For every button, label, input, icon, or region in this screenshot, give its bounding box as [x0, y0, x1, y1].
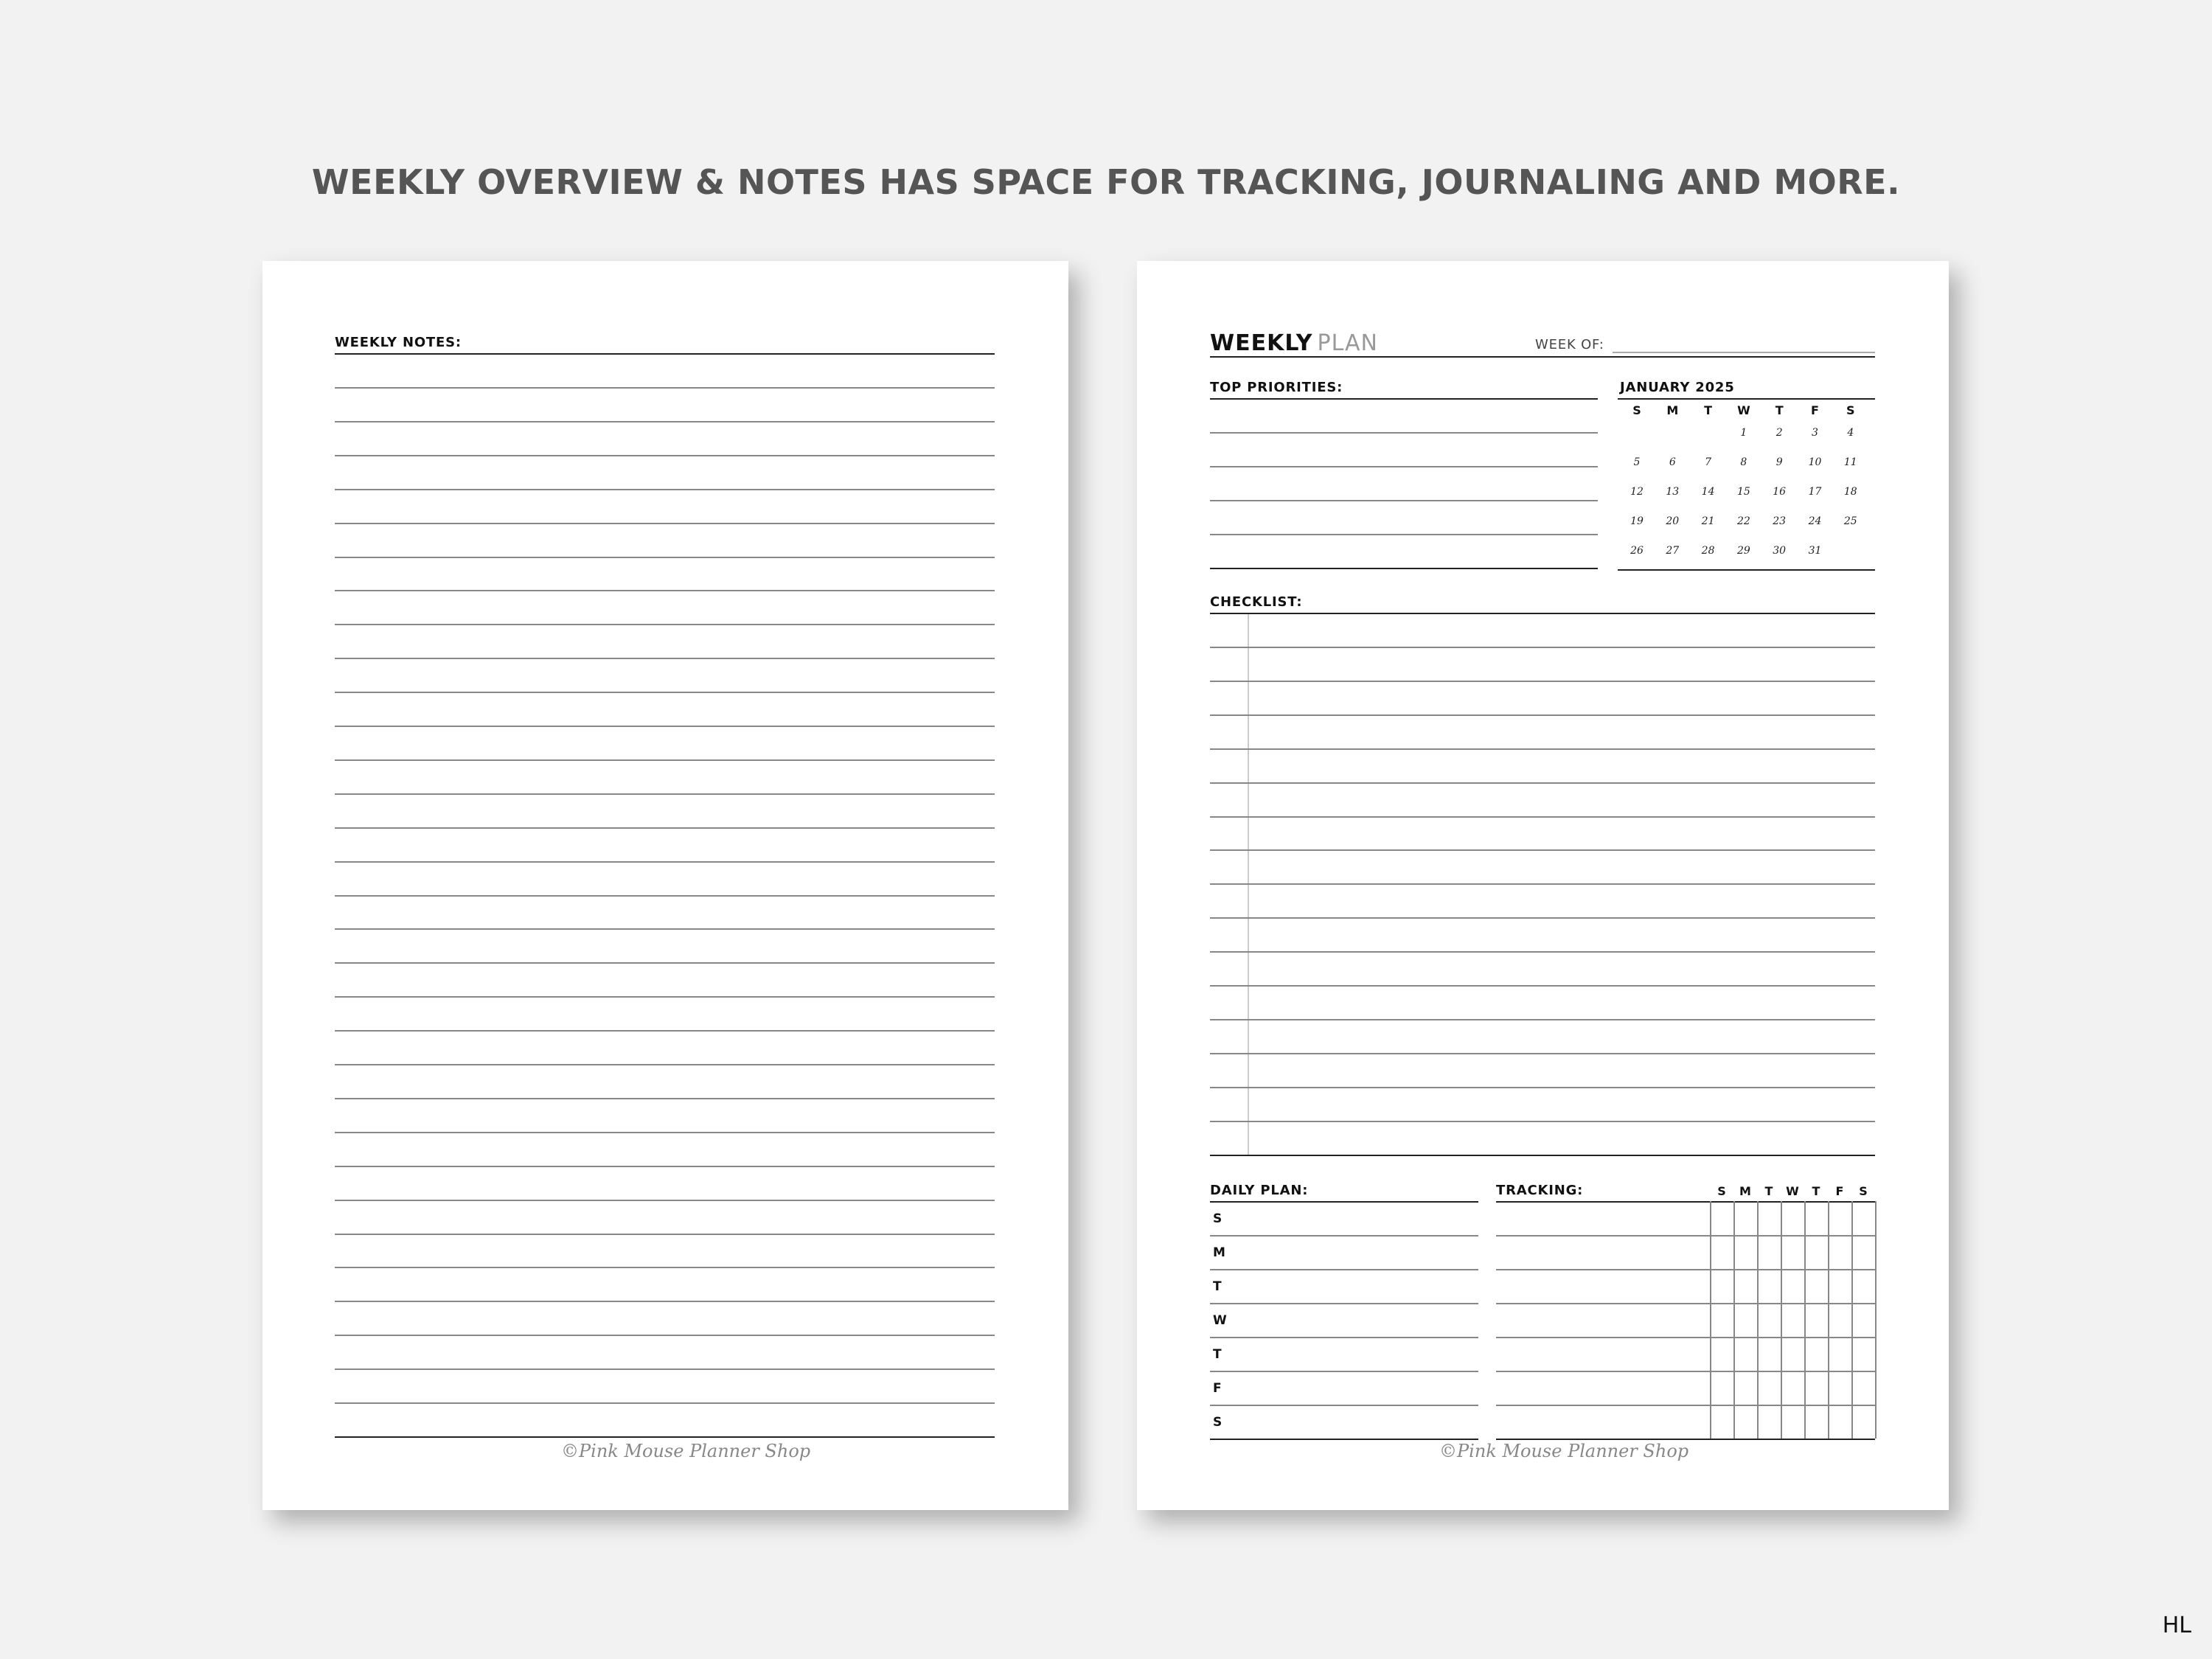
- tracking-grid-column: [1875, 1201, 1877, 1439]
- notes-line[interactable]: [335, 793, 995, 795]
- daily-plan-day-label: T: [1213, 1279, 1222, 1294]
- calendar-weekday-header: M: [1666, 403, 1679, 417]
- notes-line[interactable]: [335, 1368, 995, 1370]
- notes-line[interactable]: [335, 421, 995, 422]
- daily-plan-line[interactable]: [1210, 1235, 1478, 1237]
- weekly-notes-page: [262, 261, 1068, 1510]
- calendar-day[interactable]: 2: [1775, 427, 1783, 439]
- notes-line[interactable]: [335, 1267, 995, 1268]
- notes-line[interactable]: [335, 726, 995, 727]
- calendar-day[interactable]: 16: [1773, 486, 1787, 498]
- notes-line[interactable]: [335, 590, 995, 591]
- daily-plan-line[interactable]: [1210, 1371, 1478, 1372]
- calendar-day[interactable]: 9: [1775, 456, 1783, 468]
- calendar-day[interactable]: 17: [1808, 486, 1822, 498]
- tracking-cell[interactable]: [1759, 1270, 1779, 1301]
- calendar-day[interactable]: 10: [1808, 456, 1822, 468]
- checklist-label: CHECKLIST:: [1210, 594, 1303, 610]
- tracking-cell[interactable]: [1829, 1270, 1850, 1301]
- notes-line[interactable]: [335, 928, 995, 930]
- notes-line[interactable]: [335, 962, 995, 964]
- notes-line[interactable]: [335, 861, 995, 863]
- notes-line[interactable]: [335, 692, 995, 693]
- notes-line[interactable]: [335, 1064, 995, 1065]
- checklist-line[interactable]: [1210, 1053, 1875, 1054]
- notes-line[interactable]: [335, 1132, 995, 1133]
- calendar-weekday-header: F: [1811, 403, 1819, 417]
- tracking-cell[interactable]: [1759, 1203, 1779, 1234]
- tracking-cell[interactable]: [1782, 1372, 1803, 1403]
- shop-signature: ©Pink Mouse Planner Shop: [561, 1441, 811, 1461]
- calendar-day[interactable]: 18: [1843, 486, 1857, 498]
- tracking-cell[interactable]: [1853, 1237, 1874, 1267]
- shop-signature: ©Pink Mouse Planner Shop: [1439, 1441, 1689, 1461]
- tracking-cell[interactable]: [1853, 1304, 1874, 1335]
- tracking-day-header: S: [1717, 1184, 1726, 1198]
- notes-line[interactable]: [335, 1030, 995, 1032]
- notes-line[interactable]: [335, 1436, 995, 1438]
- notes-line[interactable]: [335, 387, 995, 389]
- tracking-day-header: T: [1812, 1184, 1820, 1198]
- week-of-line[interactable]: [1613, 352, 1875, 353]
- top-priorities-label: TOP PRIORITIES:: [1210, 380, 1343, 395]
- calendar-rule: [1618, 398, 1875, 400]
- daily-plan-day-label: W: [1213, 1313, 1227, 1328]
- calendar-day[interactable]: 4: [1847, 427, 1854, 439]
- calendar-day[interactable]: 6: [1669, 456, 1676, 468]
- tracking-cell[interactable]: [1711, 1270, 1732, 1301]
- calendar-day[interactable]: 5: [1633, 456, 1641, 468]
- tracking-cell[interactable]: [1829, 1338, 1850, 1369]
- title-weekly: WEEKLY: [1210, 330, 1313, 356]
- checklist-header-rule: [1210, 613, 1875, 614]
- priority-line[interactable]: [1210, 432, 1598, 434]
- notes-line[interactable]: [335, 1301, 995, 1302]
- tracking-cell[interactable]: [1759, 1304, 1779, 1335]
- notes-line[interactable]: [335, 895, 995, 897]
- weekly-notes-label: WEEKLY NOTES:: [335, 335, 462, 350]
- tracking-day-header: W: [1786, 1184, 1799, 1198]
- tracking-cell[interactable]: [1782, 1203, 1803, 1234]
- daily-plan-line[interactable]: [1210, 1269, 1478, 1270]
- corner-tag: HL: [2162, 1613, 2191, 1638]
- top-priorities-rule: [1210, 398, 1598, 400]
- calendar-day[interactable]: 28: [1701, 545, 1715, 557]
- daily-plan-day-label: S: [1213, 1211, 1222, 1226]
- checklist-line[interactable]: [1210, 748, 1875, 750]
- notes-line[interactable]: [335, 759, 995, 761]
- checklist-line[interactable]: [1210, 1155, 1875, 1156]
- calendar-day[interactable]: 1: [1740, 427, 1747, 439]
- tracking-cell[interactable]: [1829, 1372, 1850, 1403]
- calendar-day[interactable]: 20: [1666, 515, 1680, 527]
- checklist-line[interactable]: [1210, 714, 1875, 716]
- headline: WEEKLY OVERVIEW & NOTES HAS SPACE FOR TRACKING, JOURNALING AND MORE.: [311, 162, 1901, 202]
- calendar-day[interactable]: 14: [1701, 486, 1715, 498]
- calendar-day[interactable]: 30: [1773, 545, 1787, 557]
- checklist-line[interactable]: [1210, 681, 1875, 682]
- calendar-weekday-header: W: [1737, 403, 1750, 417]
- tracking-cell[interactable]: [1711, 1338, 1732, 1369]
- calendar-day[interactable]: 31: [1808, 545, 1822, 557]
- calendar-day[interactable]: 24: [1808, 515, 1822, 527]
- tracking-cell[interactable]: [1806, 1203, 1826, 1234]
- tracking-cell[interactable]: [1711, 1372, 1732, 1403]
- daily-plan-line[interactable]: [1210, 1405, 1478, 1406]
- tracking-cell[interactable]: [1735, 1237, 1756, 1267]
- tracking-cell[interactable]: [1853, 1372, 1874, 1403]
- title-plan: PLAN: [1317, 330, 1378, 356]
- notes-line[interactable]: [335, 1335, 995, 1336]
- calendar-day[interactable]: 23: [1773, 515, 1787, 527]
- tracking-line[interactable]: [1496, 1439, 1875, 1440]
- notes-line[interactable]: [335, 1234, 995, 1235]
- checklist-line[interactable]: [1210, 1087, 1875, 1088]
- daily-plan-line[interactable]: [1210, 1303, 1478, 1304]
- notes-line[interactable]: [335, 827, 995, 829]
- tracking-cell[interactable]: [1735, 1406, 1756, 1437]
- priority-line[interactable]: [1210, 500, 1598, 501]
- notes-line[interactable]: [335, 658, 995, 659]
- tracking-cell[interactable]: [1806, 1338, 1826, 1369]
- tracking-day-header: M: [1739, 1184, 1751, 1198]
- page-title: [1210, 330, 1378, 356]
- tracking-day-header: T: [1764, 1184, 1773, 1198]
- checklist-line[interactable]: [1210, 1121, 1875, 1122]
- daily-plan-day-label: F: [1213, 1381, 1222, 1396]
- calendar-day[interactable]: 3: [1812, 427, 1818, 439]
- checklist-line[interactable]: [1210, 647, 1875, 648]
- priority-line[interactable]: [1210, 466, 1598, 467]
- tracking-cell[interactable]: [1759, 1406, 1779, 1437]
- tracking-cell[interactable]: [1759, 1237, 1779, 1267]
- tracking-cell[interactable]: [1782, 1304, 1803, 1335]
- tracking-day-header: F: [1835, 1184, 1844, 1198]
- tracking-cell[interactable]: [1853, 1338, 1874, 1369]
- notes-line[interactable]: [335, 624, 995, 625]
- tracking-cell[interactable]: [1735, 1304, 1756, 1335]
- notes-line[interactable]: [335, 557, 995, 558]
- title-rule: [1210, 356, 1875, 358]
- calendar-weekday-header: T: [1775, 403, 1784, 417]
- tracking-cell[interactable]: [1711, 1406, 1732, 1437]
- notes-line[interactable]: [335, 523, 995, 524]
- daily-plan-line[interactable]: [1210, 1439, 1478, 1440]
- tracking-cell[interactable]: [1735, 1372, 1756, 1403]
- tracking-cell[interactable]: [1711, 1237, 1732, 1267]
- calendar-day[interactable]: 13: [1666, 486, 1680, 498]
- week-of-label: WEEK OF:: [1535, 337, 1604, 352]
- calendar-weekday-header: S: [1632, 403, 1641, 417]
- calendar-day[interactable]: 11: [1843, 456, 1857, 468]
- calendar-day[interactable]: 19: [1630, 515, 1644, 527]
- daily-plan-label: DAILY PLAN:: [1210, 1183, 1309, 1198]
- daily-plan-day-label: M: [1213, 1245, 1225, 1260]
- weekly-plan-page: [1137, 261, 1949, 1510]
- tracking-cell[interactable]: [1782, 1338, 1803, 1369]
- priority-line[interactable]: [1210, 534, 1598, 535]
- notes-line[interactable]: [335, 1098, 995, 1099]
- tracking-cell[interactable]: [1853, 1406, 1874, 1437]
- tracking-cell[interactable]: [1711, 1203, 1732, 1234]
- daily-plan-day-label: S: [1213, 1415, 1222, 1430]
- calendar-day[interactable]: 15: [1736, 486, 1750, 498]
- tracking-day-header: S: [1859, 1184, 1868, 1198]
- tracking-cell[interactable]: [1806, 1372, 1826, 1403]
- weekly-notes-header-rule: [335, 353, 995, 355]
- tracking-label: TRACKING:: [1496, 1183, 1584, 1198]
- calendar-weekday-header: T: [1704, 403, 1713, 417]
- calendar-day[interactable]: 8: [1740, 456, 1747, 468]
- notes-line[interactable]: [335, 1166, 995, 1167]
- checklist-line[interactable]: [1210, 1019, 1875, 1020]
- tracking-cell[interactable]: [1711, 1304, 1732, 1335]
- tracking-cell[interactable]: [1829, 1406, 1850, 1437]
- tracking-cell[interactable]: [1759, 1372, 1779, 1403]
- calendar-bottom-rule: [1618, 569, 1875, 571]
- tracking-cell[interactable]: [1735, 1338, 1756, 1369]
- calendar-day[interactable]: 26: [1630, 545, 1644, 557]
- tracking-cell[interactable]: [1735, 1203, 1756, 1234]
- daily-plan-day-label: T: [1213, 1347, 1222, 1362]
- checklist-line[interactable]: [1210, 985, 1875, 987]
- checklist-line[interactable]: [1210, 883, 1875, 885]
- calendar-day[interactable]: 7: [1705, 456, 1712, 468]
- tracking-cell[interactable]: [1782, 1270, 1803, 1301]
- checklist-line[interactable]: [1210, 849, 1875, 851]
- tracking-cell[interactable]: [1829, 1203, 1850, 1234]
- notes-line[interactable]: [335, 1200, 995, 1201]
- tracking-cell[interactable]: [1806, 1304, 1826, 1335]
- calendar-day[interactable]: 25: [1843, 515, 1857, 527]
- tracking-cell[interactable]: [1829, 1304, 1850, 1335]
- tracking-cell[interactable]: [1853, 1203, 1874, 1234]
- notes-line[interactable]: [335, 455, 995, 456]
- tracking-cell[interactable]: [1782, 1406, 1803, 1437]
- calendar-day[interactable]: 12: [1630, 486, 1644, 498]
- tracking-cell[interactable]: [1735, 1270, 1756, 1301]
- tracking-cell[interactable]: [1806, 1270, 1826, 1301]
- calendar-weekday-header: S: [1846, 403, 1855, 417]
- tracking-cell[interactable]: [1806, 1406, 1826, 1437]
- calendar-day[interactable]: 29: [1736, 545, 1750, 557]
- checklist-line[interactable]: [1210, 917, 1875, 919]
- tracking-cell[interactable]: [1853, 1270, 1874, 1301]
- checklist-line[interactable]: [1210, 782, 1875, 784]
- tracking-cell[interactable]: [1759, 1338, 1779, 1369]
- calendar-day[interactable]: 21: [1701, 515, 1715, 527]
- tracking-cell[interactable]: [1806, 1237, 1826, 1267]
- notes-line[interactable]: [335, 996, 995, 998]
- checklist-line[interactable]: [1210, 951, 1875, 953]
- calendar-month: JANUARY 2025: [1620, 380, 1735, 395]
- notes-line[interactable]: [335, 1402, 995, 1404]
- priority-line[interactable]: [1210, 568, 1598, 569]
- daily-plan-header-rule: [1210, 1201, 1478, 1203]
- notes-line[interactable]: [335, 489, 995, 490]
- calendar-day[interactable]: 27: [1666, 545, 1680, 557]
- tracking-cell[interactable]: [1782, 1237, 1803, 1267]
- checklist-line[interactable]: [1210, 816, 1875, 818]
- calendar-day[interactable]: 22: [1736, 515, 1750, 527]
- tracking-cell[interactable]: [1829, 1237, 1850, 1267]
- daily-plan-line[interactable]: [1210, 1337, 1478, 1338]
